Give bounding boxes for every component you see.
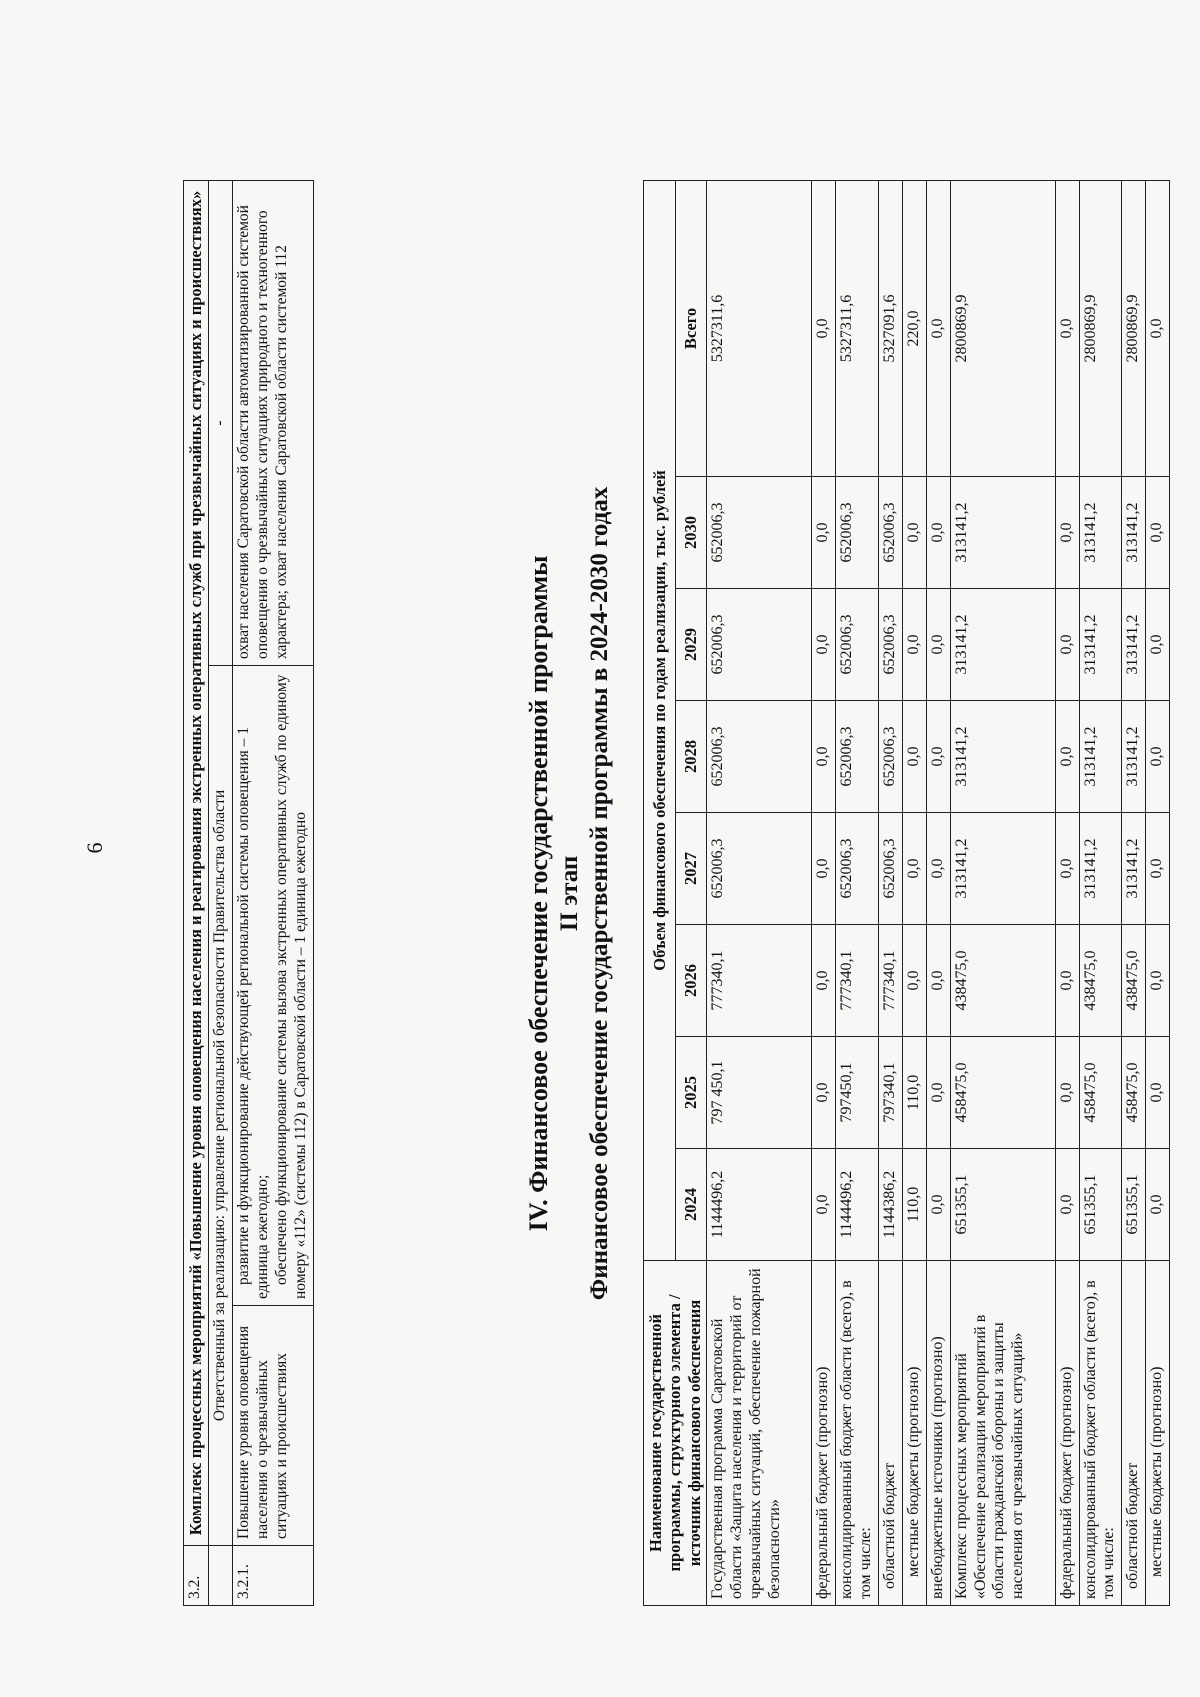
table-cell: 652006,3 <box>707 701 812 813</box>
table-cell: 0,0 <box>812 477 836 589</box>
complex-title: Комплекс процессных мероприятий «Повышение уровня оповещения населения и реагирования экстренных оперативных служб при чрезвычайных ситуациях и происшествиях» <box>184 181 209 1546</box>
table-cell: 5327311,6 <box>836 180 879 476</box>
table-cell: 652006,3 <box>836 813 879 925</box>
table-cell: 458475,0 <box>950 1037 1055 1149</box>
table-cell: 777340,1 <box>836 925 879 1037</box>
row-name: федеральный бюджет (прогнозно) <box>812 1261 836 1606</box>
task-results <box>233 666 314 1306</box>
table-cell: 797450,1 <box>836 1037 879 1149</box>
table-cell: 0,0 <box>926 477 950 589</box>
table-row <box>812 180 836 1605</box>
section-title: IV. Финансовое обеспечение государственной программы <box>524 555 553 1232</box>
table-row <box>902 180 926 1605</box>
table-cell: 2800869,9 <box>1079 180 1122 476</box>
table-cell: 1144386,2 <box>879 1149 903 1261</box>
responsible-row <box>209 181 233 1606</box>
task-name: Повышение уровня оповещения населения о чрезвычайных ситуациях и происшествиях <box>233 1306 314 1546</box>
task-indicator: охват населения Саратовской области автоматизированной системой оповещения о чрезвычайных ситуациях природного и техногенного характера; охват населения Саратовской области системой 112 <box>233 181 314 666</box>
table-cell: 313141,2 <box>1122 477 1146 589</box>
table-row <box>1055 180 1079 1605</box>
table-cell: 313141,2 <box>1079 589 1122 701</box>
table-cell: 652006,3 <box>879 477 903 589</box>
table-cell: 0,0 <box>926 701 950 813</box>
table-cell: 0,0 <box>1146 701 1170 813</box>
table-cell: 110,0 <box>902 1037 926 1149</box>
empty-cell <box>209 1546 233 1606</box>
table-cell: 313141,2 <box>1122 701 1146 813</box>
table-cell: 0,0 <box>812 701 836 813</box>
table-cell: 313141,2 <box>950 813 1055 925</box>
table-cell: 0,0 <box>902 477 926 589</box>
table-cell: 313141,2 <box>1079 813 1122 925</box>
table-cell: 0,0 <box>926 813 950 925</box>
table-cell: 0,0 <box>1146 925 1170 1037</box>
table-cell: 651355,1 <box>1122 1149 1146 1261</box>
row-name: Комплекс процессных мероприятий «Обеспечение реализации мероприятий в области гражданской обороны и защиты населения от чрезвычайных ситуаций» <box>950 1261 1055 1606</box>
col-header-year: 2029 <box>675 589 707 701</box>
table-cell: 0,0 <box>926 925 950 1037</box>
financing-table <box>643 180 1170 1606</box>
table-cell: 5327311,6 <box>707 180 812 476</box>
table-cell: 652006,3 <box>879 813 903 925</box>
table-cell: 651355,1 <box>950 1149 1055 1261</box>
table-cell: 777340,1 <box>879 925 903 1037</box>
table-cell: 652006,3 <box>836 477 879 589</box>
table-cell: 0,0 <box>1146 1149 1170 1261</box>
table-row <box>1146 180 1170 1605</box>
table-cell: 5327091,6 <box>879 180 903 476</box>
col-header-name: Наименование государственной программы, структурного элемента / источник финансового обеспечения <box>644 1261 707 1606</box>
rotated-page-content <box>183 181 1183 1606</box>
table-cell: 0,0 <box>1055 180 1079 476</box>
table-cell: 652006,3 <box>707 477 812 589</box>
row-name: Государственная программа Саратовской области «Защита населения и территорий от чрезвычайных ситуаций, обеспечение пожарной безопасности» <box>707 1261 812 1606</box>
table-cell: 0,0 <box>902 925 926 1037</box>
table-row <box>950 180 1055 1605</box>
table-cell: 313141,2 <box>950 477 1055 589</box>
table-cell: 0,0 <box>926 589 950 701</box>
responsible-text: Ответственный за реализацию: управление региональной безопасности Правительства области <box>209 666 233 1546</box>
responsible-dash: - <box>209 181 233 666</box>
table-cell: 0,0 <box>902 813 926 925</box>
table-cell: 652006,3 <box>836 589 879 701</box>
row-name: местные бюджеты (прогнозно) <box>1146 1261 1170 1606</box>
table-cell: 777340,1 <box>707 925 812 1037</box>
table-cell: 2800869,9 <box>1122 180 1146 476</box>
col-header-year: 2024 <box>675 1149 707 1261</box>
table-row <box>707 180 812 1605</box>
table-cell: 0,0 <box>812 925 836 1037</box>
table-row <box>879 180 903 1605</box>
table-cell: 0,0 <box>812 589 836 701</box>
table-cell: 1144496,2 <box>836 1149 879 1261</box>
row-name: местные бюджеты (прогнозно) <box>902 1261 926 1606</box>
table-cell: 651355,1 <box>1079 1149 1122 1261</box>
table-cell: 652006,3 <box>707 813 812 925</box>
table-cell: 0,0 <box>812 813 836 925</box>
row-name: консолидированный бюджет области (всего), в том числе: <box>836 1261 879 1606</box>
col-header-volume: Объем финансового обеспечения по годам реализации, тыс. рублей <box>644 180 676 1260</box>
table-cell: 313141,2 <box>1079 477 1122 589</box>
col-header-year: 2026 <box>675 925 707 1037</box>
table-cell: 797 450,1 <box>707 1037 812 1149</box>
table-cell: 0,0 <box>1055 1037 1079 1149</box>
table-cell: 0,0 <box>926 1037 950 1149</box>
table-cell: 652006,3 <box>836 701 879 813</box>
section-headings <box>523 181 615 1606</box>
task-result-2: обеспечено функционирование системы вызова экстренных оперативных служб по единому номеру «112» (системы 112) в Саратовской области – 1 единица ежегодно <box>272 674 309 1299</box>
table-cell: 652006,3 <box>879 589 903 701</box>
stage-title: II этап <box>556 855 583 932</box>
table-cell: 110,0 <box>902 1149 926 1261</box>
table-cell: 0,0 <box>926 180 950 476</box>
table-row <box>1079 180 1122 1605</box>
table-cell: 0,0 <box>812 1037 836 1149</box>
complex-table <box>183 180 314 1606</box>
task-result-1: развитие и функционирование действующей региональной системы оповещения – 1 единица ежегодно; <box>235 726 271 1299</box>
table-cell: 0,0 <box>926 1149 950 1261</box>
table-cell: 313141,2 <box>950 701 1055 813</box>
table-cell: 313141,2 <box>1122 813 1146 925</box>
col-header-year: 2030 <box>675 477 707 589</box>
table-cell: 0,0 <box>1055 477 1079 589</box>
page-number: 6 <box>82 842 107 854</box>
table-cell: 458475,0 <box>1079 1037 1122 1149</box>
table-cell: 0,0 <box>1146 1037 1170 1149</box>
table-cell: 0,0 <box>812 1149 836 1261</box>
table-cell: 0,0 <box>812 180 836 476</box>
table-row <box>926 180 950 1605</box>
table-cell: 313141,2 <box>1079 701 1122 813</box>
table-cell: 1144496,2 <box>707 1149 812 1261</box>
col-header-year: 2027 <box>675 813 707 925</box>
table-cell: 0,0 <box>1146 477 1170 589</box>
row-name: внебюджетные источники (прогнозно) <box>926 1261 950 1606</box>
task-row <box>233 181 314 1606</box>
col-header-year: 2025 <box>675 1037 707 1149</box>
table-cell: 0,0 <box>1146 589 1170 701</box>
table-cell: 438475,0 <box>1122 925 1146 1037</box>
table-cell: 0,0 <box>1055 701 1079 813</box>
col-header-year: 2028 <box>675 701 707 813</box>
table-cell: 438475,0 <box>1079 925 1122 1037</box>
table-cell: 0,0 <box>1055 925 1079 1037</box>
table-cell: 2800869,9 <box>950 180 1055 476</box>
table-cell: 0,0 <box>1055 1149 1079 1261</box>
table-row <box>836 180 879 1605</box>
table-cell: 438475,0 <box>950 925 1055 1037</box>
col-header-total: Всего <box>675 180 707 476</box>
complex-title-row <box>184 181 209 1606</box>
table-cell: 797340,1 <box>879 1037 903 1149</box>
table-cell: 0,0 <box>902 701 926 813</box>
financing-header-row-1 <box>644 180 676 1605</box>
table-cell: 0,0 <box>1146 813 1170 925</box>
row-name: областной бюджет <box>879 1261 903 1606</box>
row-name: областной бюджет <box>1122 1261 1146 1606</box>
table-cell: 0,0 <box>902 589 926 701</box>
table-cell: 652006,3 <box>879 701 903 813</box>
task-number: 3.2.1. <box>233 1546 314 1606</box>
table-subtitle: Финансовое обеспечение государственной программы в 2024-2030 годах <box>586 486 613 1301</box>
table-cell: 458475,0 <box>1122 1037 1146 1149</box>
row-name: консолидированный бюджет области (всего), в том числе: <box>1079 1261 1122 1606</box>
row-name: федеральный бюджет (прогнозно) <box>1055 1261 1079 1606</box>
table-cell: 0,0 <box>1055 589 1079 701</box>
table-row <box>1122 180 1146 1605</box>
table-cell: 652006,3 <box>707 589 812 701</box>
table-cell: 313141,2 <box>1122 589 1146 701</box>
table-cell: 313141,2 <box>950 589 1055 701</box>
table-cell: 220,0 <box>902 180 926 476</box>
complex-number: 3.2. <box>184 1546 209 1606</box>
table-cell: 0,0 <box>1146 180 1170 476</box>
table-cell: 0,0 <box>1055 813 1079 925</box>
